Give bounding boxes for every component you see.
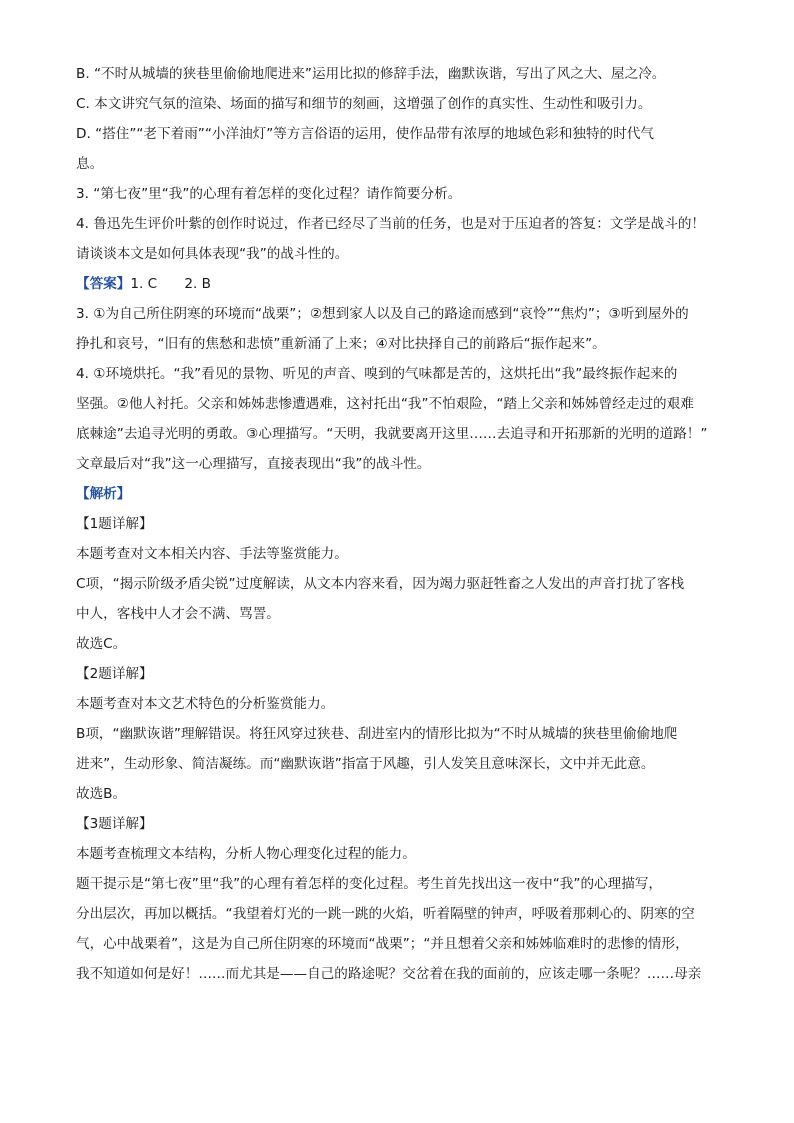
q3-heading: 【3题详解】 [76,816,153,832]
q3-detail-line-3: 气，心中战栗着”，这是为自己所住阴寒的环境而“战栗”；“并且想着父亲和姊姊临难时的悲惨的情形， [76,936,689,952]
q2-detail: B项，“幽默诙谐”理解错误。将狂风穿过狭巷、刮进室内的情形比拟为“不时从城墙的狭巷里偷偷地爬 [76,726,678,742]
q2-intro: 本题考查对本文艺术特色的分析鉴赏能力。 [76,696,335,712]
q3-detail: 题干提示是“第七夜”里“我”的心理有着怎样的变化过程。考生首先找出这一夜中“我”的心理描写， [76,876,663,892]
answer-3-continued: 挣扎和哀号，“旧有的焦愁和悲愤”重新涌了上来；④对比抉择自己的前路后“振作起来”。 [76,336,606,352]
option-d-continued: 息。 [76,156,104,172]
q3-detail-line-4: 我不知道如何是好！……而尤其是——自己的路途呢？交岔着在我的面前的，应该走哪一条呢？……母亲 [76,966,702,982]
answer-4-line-3: 底棘途”去追寻光明的勇敢。③心理描写。“天明，我就要离开这里……去追寻和开拓那新的光明的道路！” [76,426,708,442]
q3-intro: 本题考查梳理文本结构，分析人物心理变化过程的能力。 [76,846,416,862]
question-3: 3. “第七夜”里“我”的心理有着怎样的变化过程？请作简要分析。 [76,186,462,202]
q1-intro: 本题考查对文本相关内容、手法等鉴赏能力。 [76,546,348,562]
q2-heading: 【2题详解】 [76,666,153,682]
question-4-continued: 请谈谈本文是如何具体表现“我”的战斗性的。 [76,246,349,262]
option-d: D. “搭住”“老下着雨”“小洋油灯”等方言俗语的运用，使作品带有浓厚的地域色彩和独特的时代气 [76,126,654,142]
document-body [76,59,736,989]
answer-choices: 1. C 2. B [130,276,211,292]
q1-detail-continued: 中人，客栈中人才会不满、骂詈。 [76,606,280,622]
q2-conclusion: 故选B。 [76,786,127,802]
answer-heading: 【答案】 [76,276,131,292]
option-c: C. 本文讲究气氛的渲染、场面的描写和细节的刻画，这增强了创作的真实性、生动性和吸引力。 [76,96,652,112]
q1-conclusion: 故选C。 [76,636,127,652]
answer-4-line-2: 坚强。②他人衬托。父亲和姊姊悲惨遭遇难，这衬托出“我”不怕艰险，“踏上父亲和姊姊曾经走过的艰难 [76,396,694,412]
answer-line [76,269,736,299]
question-4: 4. 鲁迅先生评价叶紫的创作时说过，作者已经尽了当前的任务，也是对于压迫者的答复：文学是战斗的！ [76,216,706,232]
analysis-heading: 【解析】 [76,486,131,502]
q1-detail: C项，“揭示阶级矛盾尖锐”过度解读，从文本内容来看，因为竭力驱赶牲畜之人发出的声音打扰了客栈 [76,576,685,592]
q1-heading: 【1题详解】 [76,516,153,532]
option-b: B. “不时从城墙的狭巷里偷偷地爬进来”运用比拟的修辞手法，幽默诙谐，写出了风之大、屋之冷。 [76,66,666,82]
q3-detail-line-2: 分出层次，再加以概括。“我望着灯光的一跳一跳的火焰，听着隔壁的钟声，呼吸着那刺心的、阴寒的空 [76,906,695,922]
answer-4-line-4: 文章最后对“我”这一心理描写，直接表现出“我”的战斗性。 [76,456,431,472]
answer-4: 4. ①环境烘托。“我”看见的景物、听见的声音、嗅到的气味都是苦的，这烘托出“我”最终振作起来的 [76,366,678,382]
q2-detail-continued: 进来”，生动形象、简洁凝练。而“幽默诙谐”指富于风趣，引人发笑且意味深长，文中并无此意。 [76,756,655,772]
answer-3: 3. ①为自己所住阴寒的环境而“战栗”；②想到家人以及自己的路途而感到“哀怜”“焦灼”；③听到屋外的 [76,306,689,322]
